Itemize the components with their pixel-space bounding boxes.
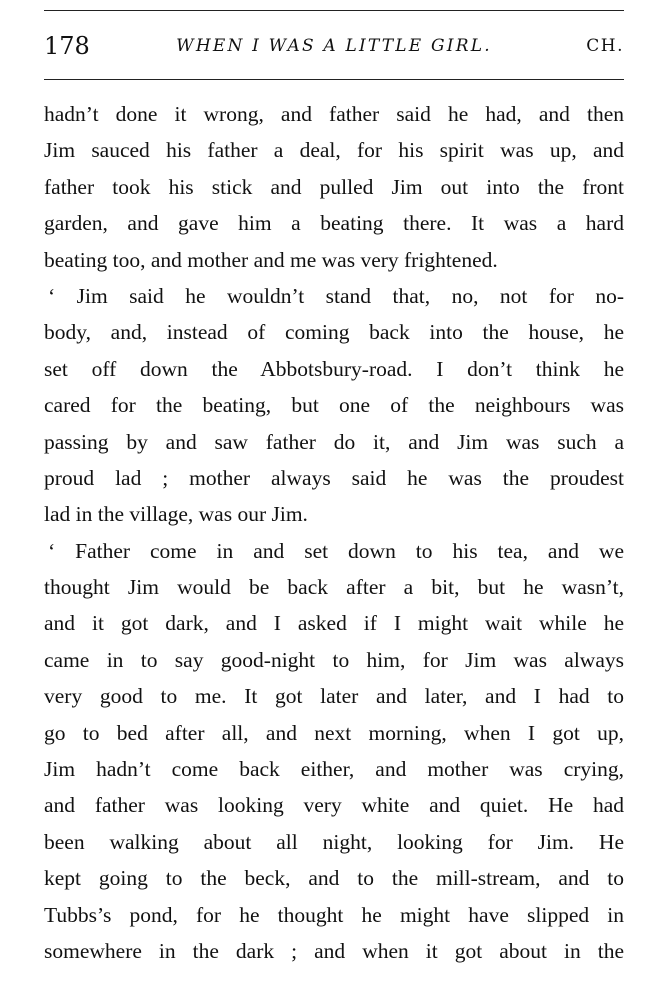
- text-line: cared for the beating, but one of the neighbours was: [44, 393, 624, 418]
- text-line: Jim hadn’t come back either, and mother was crying,: [44, 757, 624, 782]
- text-line: ‘ Father come in and set down to his tea, and we: [48, 538, 624, 563]
- text-line: somewhere in the dark ; and when it got about in the: [44, 938, 624, 963]
- text-line: lad in the village, was our Jim.: [44, 502, 308, 527]
- text-line: garden, and gave him a beating there. It was a hard: [44, 211, 624, 236]
- text-line: kept going to the beck, and to the mill-stream, and to: [44, 866, 624, 891]
- paragraph-3: [44, 533, 624, 970]
- text-line: passing by and saw father do it, and Jim was such a: [44, 429, 624, 454]
- paragraph-2: [44, 278, 624, 533]
- text-line: very good to me. It got later and later, and I had to: [44, 684, 624, 709]
- text-line: set off down the Abbotsbury-road. I don’t think he: [44, 356, 624, 381]
- text-line: came in to say good-night to him, for Jim was always: [44, 647, 624, 672]
- header-top-rule: [44, 10, 624, 11]
- page-number: 178: [44, 32, 90, 60]
- text-line: and it got dark, and I asked if I might wait while he: [44, 611, 624, 636]
- text-line: body, and, instead of coming back into the house, he: [44, 320, 624, 345]
- header-bottom-rule: [44, 79, 624, 80]
- body-text: [44, 96, 624, 969]
- text-line: ‘ Jim said he wouldn’t stand that, no, not for no-: [48, 283, 624, 308]
- text-line: been walking about all night, looking for Jim. He: [44, 829, 624, 854]
- text-line: beating too, and mother and me was very frightened.: [44, 247, 498, 272]
- text-line: go to bed after all, and next morning, when I got up,: [44, 720, 624, 745]
- text-line: hadn’t done it wrong, and father said he had, and then: [44, 102, 624, 126]
- text-line: Jim sauced his father a deal, for his spirit was up, and: [44, 138, 624, 163]
- text-line: and father was looking very white and quiet. He had: [44, 793, 624, 818]
- chapter-mark: CH.: [586, 36, 624, 56]
- text-line: father took his stick and pulled Jim out into the front: [44, 174, 624, 199]
- text-line: Tubbs’s pond, for he thought he might have slipped in: [44, 902, 624, 927]
- running-header: [44, 28, 624, 64]
- text-line: proud lad ; mother always said he was the proudest: [44, 465, 624, 490]
- paragraph-1: [44, 96, 624, 278]
- text-line: thought Jim would be back after a bit, but he wasn’t,: [44, 575, 624, 600]
- running-title: WHEN I WAS A LITTLE GIRL.: [176, 36, 492, 56]
